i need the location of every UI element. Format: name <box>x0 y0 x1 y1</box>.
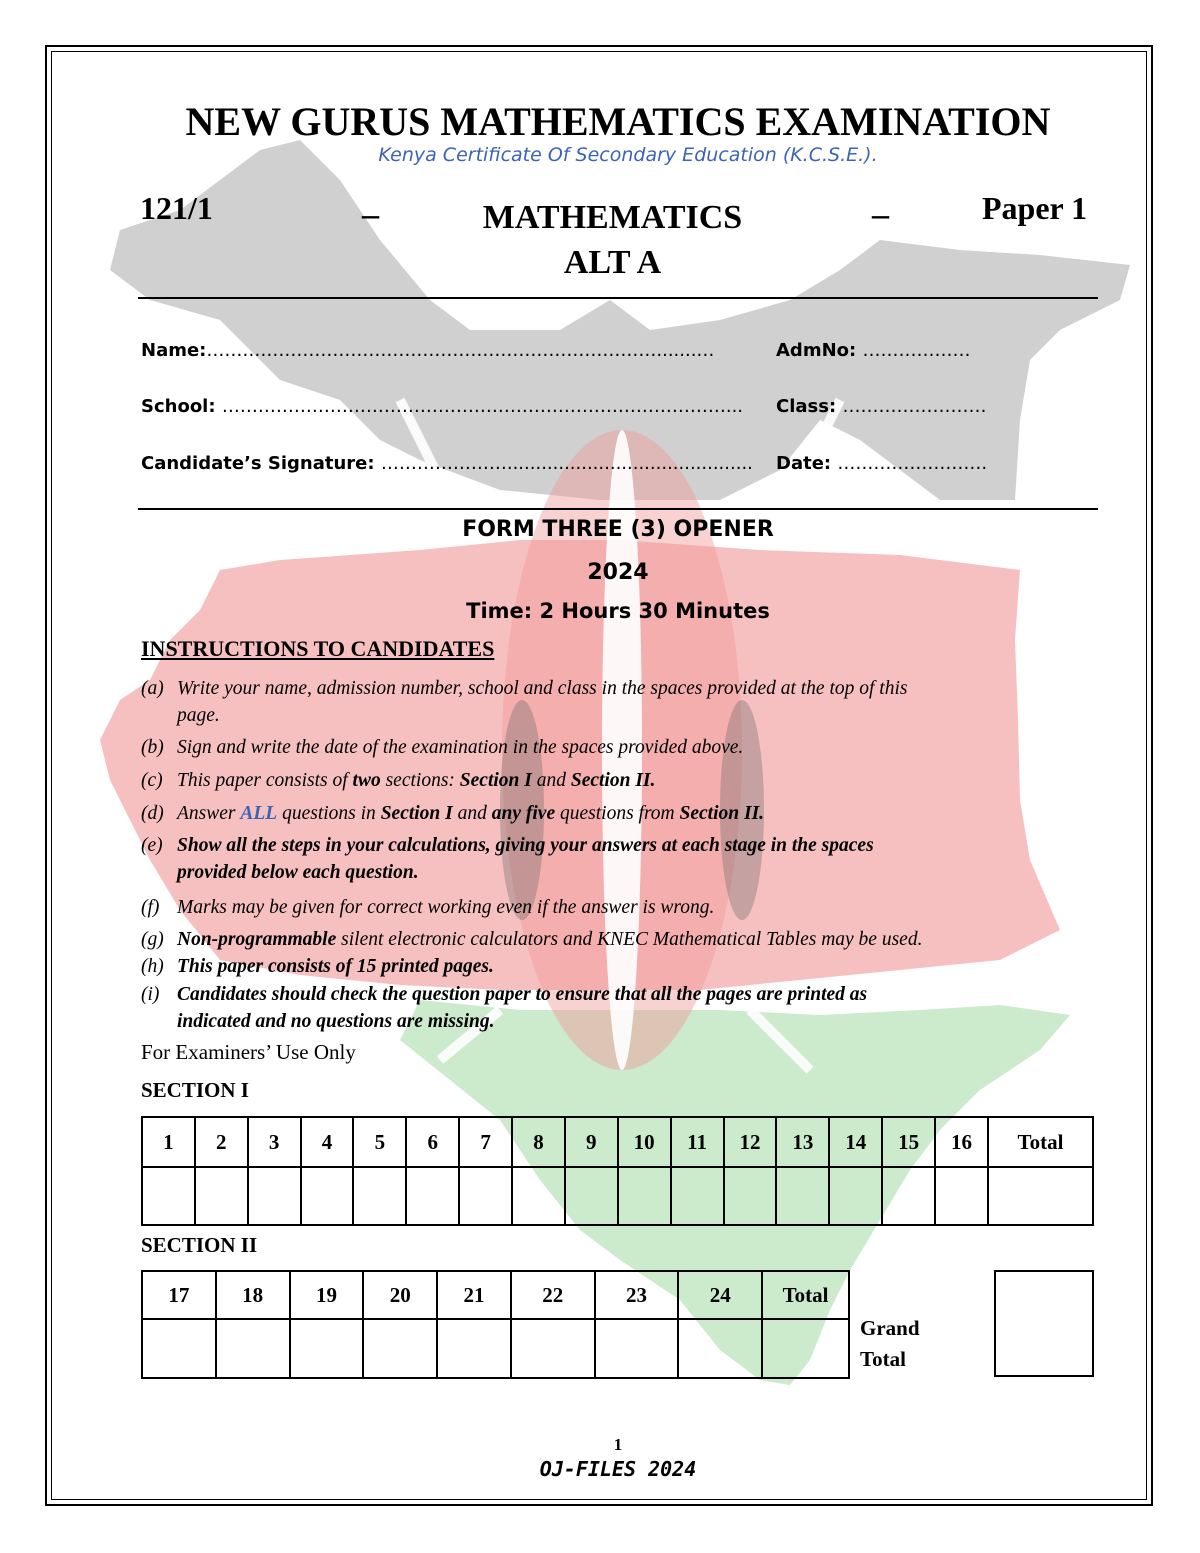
admno-field[interactable] <box>776 340 970 361</box>
signature-field[interactable] <box>141 453 753 474</box>
section1-score-cell-13[interactable] <box>776 1167 829 1225</box>
section-2-score-row <box>142 1319 849 1378</box>
header-dash-left: _ <box>362 185 379 222</box>
section2-header-22: 22 <box>511 1271 595 1319</box>
date-field[interactable] <box>776 453 987 474</box>
exam-time: Time: 2 Hours 30 Minutes <box>466 599 770 623</box>
paper-code: 121/1 <box>140 190 213 226</box>
section2-header-17: 17 <box>142 1271 216 1319</box>
section1-score-cell-6[interactable] <box>406 1167 459 1225</box>
grand-total-line-2: Total <box>860 1347 906 1371</box>
section2-score-cell-17[interactable] <box>142 1319 216 1378</box>
section2-header-23: 23 <box>595 1271 679 1319</box>
instruction-b-label: (b) <box>141 737 164 758</box>
school-dots: …………………………………………………………………………... <box>221 396 744 417</box>
section2-header-24: 24 <box>678 1271 762 1319</box>
section-1-label: SECTION I <box>141 1078 249 1102</box>
section1-score-cell-12[interactable] <box>724 1167 777 1225</box>
section1-score-cell-7[interactable] <box>459 1167 512 1225</box>
section1-header-3: 3 <box>248 1117 301 1167</box>
date-label: Date: <box>776 453 832 474</box>
instruction-a <box>141 675 1091 729</box>
section1-score-cell-4[interactable] <box>301 1167 354 1225</box>
subject-title <box>440 195 785 285</box>
section2-score-cell-total[interactable] <box>762 1319 849 1378</box>
signature-dots: …………………........................................... <box>380 453 753 474</box>
section1-header-total: Total <box>988 1117 1093 1167</box>
instruction-c-text-3: sections: <box>380 770 460 791</box>
section1-header-14: 14 <box>829 1117 882 1167</box>
instruction-c-label: (c) <box>141 770 163 791</box>
section1-header-1: 1 <box>142 1117 195 1167</box>
admno-dots: ……………… <box>862 340 971 361</box>
header-rule-bottom <box>138 508 1098 510</box>
instruction-i-cont: indicated and no questions are missing. <box>177 1011 495 1032</box>
section-2-score-table <box>141 1270 850 1379</box>
instruction-i-label: (i) <box>141 984 160 1005</box>
admno-label: AdmNo: <box>776 340 857 361</box>
instruction-d-text-4: Section I <box>380 803 453 824</box>
section1-score-cell-8[interactable] <box>512 1167 565 1225</box>
section1-header-8: 8 <box>512 1117 565 1167</box>
instruction-d-text-7: questions from <box>555 803 680 824</box>
section1-header-13: 13 <box>776 1117 829 1167</box>
class-label: Class: <box>776 396 837 417</box>
section1-score-cell-1[interactable] <box>142 1167 195 1225</box>
section2-score-cell-24[interactable] <box>678 1319 762 1378</box>
grand-total-line-1: Grand <box>860 1316 920 1340</box>
section2-score-cell-23[interactable] <box>595 1319 679 1378</box>
section2-score-cell-19[interactable] <box>290 1319 364 1378</box>
grand-total-box[interactable] <box>994 1270 1094 1377</box>
instructions-heading: INSTRUCTIONS TO CANDIDATES <box>141 636 495 661</box>
instruction-g <box>141 926 1091 953</box>
instruction-c-text-1: This paper consists of <box>177 770 353 791</box>
section1-header-11: 11 <box>671 1117 724 1167</box>
instruction-d-text-2: ALL <box>240 803 278 824</box>
section2-header-21: 21 <box>437 1271 511 1319</box>
instruction-d-text-3: questions in <box>277 803 381 824</box>
instruction-i-text: Candidates should check the question paper to ensure that all the pages are printed as <box>177 984 868 1005</box>
instruction-d <box>141 800 1091 827</box>
instruction-e <box>141 832 1091 886</box>
instruction-g-label: (g) <box>141 929 164 950</box>
section1-header-9: 9 <box>565 1117 618 1167</box>
section-2-header-row <box>142 1271 849 1319</box>
section1-header-4: 4 <box>301 1117 354 1167</box>
section1-score-cell-3[interactable] <box>248 1167 301 1225</box>
section2-score-cell-21[interactable] <box>437 1319 511 1378</box>
header-rule-top <box>138 297 1098 299</box>
section2-header-18: 18 <box>216 1271 290 1319</box>
name-field[interactable] <box>141 340 714 361</box>
instruction-c-text-4: Section I <box>459 770 532 791</box>
instruction-h-text: This paper consists of 15 printed pages. <box>177 956 494 977</box>
section-1-score-row <box>142 1167 1093 1225</box>
section1-header-5: 5 <box>353 1117 406 1167</box>
footer-text: OJ-FILES 2024 <box>539 1457 697 1481</box>
instruction-a-cont: page. <box>177 705 220 726</box>
instruction-d-text-5: and <box>452 803 492 824</box>
instruction-d-text-1: Answer <box>177 803 241 824</box>
instruction-c-text-2: two <box>352 770 381 791</box>
instruction-a-label: (a) <box>141 678 164 699</box>
exam-title: NEW GURUS MATHEMATICS EXAMINATION <box>185 99 1051 144</box>
form-title: FORM THREE (3) OPENER <box>462 517 774 542</box>
section1-score-cell-2[interactable] <box>195 1167 248 1225</box>
section2-header-20: 20 <box>363 1271 437 1319</box>
instruction-c-text-6: Section II. <box>570 770 656 791</box>
section2-score-cell-18[interactable] <box>216 1319 290 1378</box>
section1-score-cell-total[interactable] <box>988 1167 1093 1225</box>
section1-header-7: 7 <box>459 1117 512 1167</box>
section1-score-cell-16[interactable] <box>935 1167 988 1225</box>
section2-score-cell-22[interactable] <box>511 1319 595 1378</box>
school-label: School: <box>141 396 216 417</box>
exam-subtitle: Kenya Certificate Of Secondary Education (K.C.S.E.). <box>378 144 878 166</box>
instruction-d-text-6: any five <box>491 803 556 824</box>
section2-header-19: 19 <box>290 1271 364 1319</box>
section-2-label: SECTION II <box>141 1233 258 1257</box>
section1-header-10: 10 <box>618 1117 671 1167</box>
section1-header-12: 12 <box>724 1117 777 1167</box>
section1-score-cell-10[interactable] <box>618 1167 671 1225</box>
section1-header-6: 6 <box>406 1117 459 1167</box>
instruction-f-text: Marks may be given for correct working even if the answer is wrong. <box>177 897 715 918</box>
instruction-g-text-2: silent electronic calculators and KNEC Mathematical Tables may be used. <box>336 929 923 950</box>
signature-label: Candidate’s Signature: <box>141 453 375 474</box>
class-field[interactable] <box>776 396 986 417</box>
instruction-h-label: (h) <box>141 956 164 977</box>
instruction-i <box>141 981 1091 1035</box>
instruction-f-label: (f) <box>141 897 160 918</box>
section-1-score-table <box>141 1116 1094 1226</box>
instruction-g-text-1: Non-programmable <box>177 929 337 950</box>
section1-header-2: 2 <box>195 1117 248 1167</box>
header-dash-right: _ <box>872 185 889 222</box>
section1-score-cell-14[interactable] <box>829 1167 882 1225</box>
examiners-label: For Examiners’ Use Only <box>141 1040 356 1064</box>
section2-score-cell-20[interactable] <box>363 1319 437 1378</box>
section1-score-cell-9[interactable] <box>565 1167 618 1225</box>
section1-header-16: 16 <box>935 1117 988 1167</box>
subject-line-2: ALT A <box>563 244 662 281</box>
exam-year: 2024 <box>587 560 649 585</box>
name-dots: ………………………………………………………………….......… <box>206 340 715 361</box>
subject-line-1: MATHEMATICS <box>482 199 743 236</box>
instruction-b <box>141 734 1091 761</box>
section2-header-total: Total <box>762 1271 849 1319</box>
instruction-e-label: (e) <box>141 835 163 856</box>
instruction-f <box>141 894 1091 921</box>
instruction-a-text: Write your name, admission number, school and class in the spaces provided at the top of this <box>177 678 908 699</box>
section-1-header-row <box>142 1117 1093 1167</box>
section1-header-15: 15 <box>882 1117 935 1167</box>
section1-score-cell-15[interactable] <box>882 1167 935 1225</box>
instruction-e-cont: provided below each question. <box>177 862 419 883</box>
section1-score-cell-5[interactable] <box>353 1167 406 1225</box>
name-label: Name: <box>141 340 207 361</box>
instruction-d-label: (d) <box>141 803 164 824</box>
school-field[interactable] <box>141 396 743 417</box>
page-number: 1 <box>613 1435 623 1454</box>
date-dots: ……………………. <box>837 453 988 474</box>
instruction-h <box>141 953 1091 980</box>
grand-total-label <box>860 1313 920 1375</box>
class-dots: …………………… <box>842 396 987 417</box>
instruction-c-text-5: and <box>531 770 571 791</box>
section1-score-cell-11[interactable] <box>671 1167 724 1225</box>
instruction-b-text: Sign and write the date of the examination in the spaces provided above. <box>177 737 744 758</box>
paper-number: Paper 1 <box>982 190 1088 226</box>
instruction-e-text: Show all the steps in your calculations, giving your answers at each stage in the spaces <box>177 835 874 856</box>
instruction-c <box>141 767 1091 794</box>
instruction-d-text-8: Section II. <box>679 803 765 824</box>
